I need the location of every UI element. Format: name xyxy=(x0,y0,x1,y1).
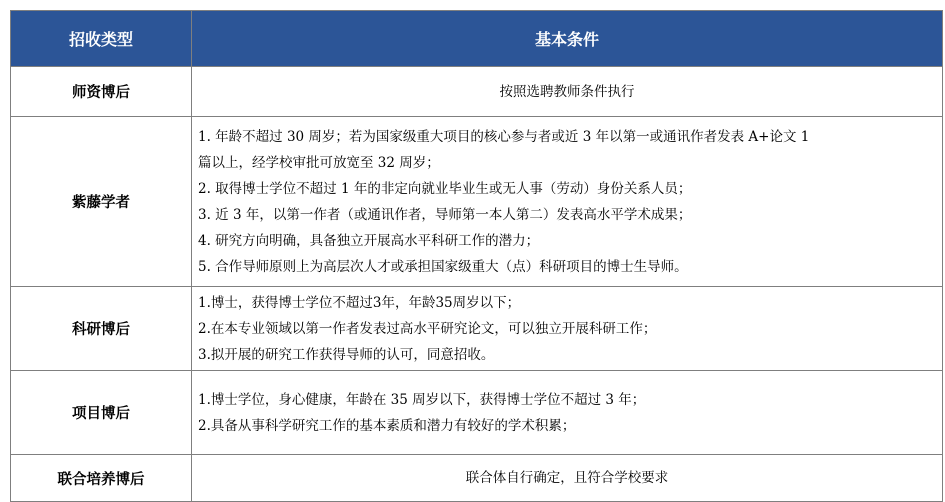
condition-line: 按照选聘教师条件执行 xyxy=(499,83,635,100)
conditions-cell xyxy=(192,371,943,455)
condition-line: 2.具备从事科学研究工作的基本素质和潜力有较好的学术积累； xyxy=(198,417,576,434)
condition-line: 2.在本专业领域以第一作者发表过高水平研究论文，可以独立开展科研工作； xyxy=(198,320,657,337)
table-header-row xyxy=(11,11,943,67)
condition-line: 1.博士，获得博士学位不超过3年，年龄35周岁以下； xyxy=(198,294,521,311)
conditions-cell xyxy=(192,67,943,117)
conditions-cell xyxy=(192,287,943,371)
condition-line: 1.博士学位，身心健康，年龄在 35 周岁以下，获得博士学位不超过 3 年； xyxy=(198,391,646,408)
conditions-cell xyxy=(192,455,943,502)
type-cell: 科研博后 xyxy=(11,287,192,371)
header-recruit-type: 招收类型 xyxy=(11,11,192,67)
condition-line: 联合体自行确定，且符合学校要求 xyxy=(465,470,669,486)
condition-line: 4. 研究方向明确，具备独立开展高水平科研工作的潜力； xyxy=(198,232,540,249)
condition-line: 5. 合作导师原则上为高层次人才或承担国家级重大（点）科研项目的博士生导师。 xyxy=(198,258,688,275)
condition-line: 篇以上，经学校审批可放宽至 32 周岁； xyxy=(198,154,440,171)
table-row-ziteng-scholar xyxy=(11,117,943,287)
type-cell: 项目博后 xyxy=(11,371,192,455)
conditions-table-container xyxy=(10,10,943,502)
table-row-research-postdoc xyxy=(11,287,943,371)
table-row-faculty-postdoc xyxy=(11,67,943,117)
table-row-project-postdoc xyxy=(11,371,943,455)
type-cell: 联合培养博后 xyxy=(11,455,192,502)
condition-line: 1. 年龄不超过 30 周岁；若为国家级重大项目的核心参与者或近 3 年以第一或通讯作者发表 A+论文 1 xyxy=(198,128,810,145)
type-cell: 师资博后 xyxy=(11,67,192,117)
table-row-joint-postdoc xyxy=(11,455,943,502)
condition-line: 2. 取得博士学位不超过 1 年的非定向就业毕业生或无人事（劳动）身份关系人员； xyxy=(198,180,692,197)
header-basic-conditions: 基本条件 xyxy=(192,11,943,67)
recruitment-conditions-table xyxy=(10,10,943,502)
condition-line: 3.拟开展的研究工作获得导师的认可，同意招收。 xyxy=(198,346,495,363)
conditions-cell xyxy=(192,117,943,287)
type-cell: 紫藤学者 xyxy=(11,117,192,287)
condition-line: 3. 近 3 年，以第一作者（或通讯作者，导师第一本人第二）发表高水平学术成果； xyxy=(198,206,692,223)
